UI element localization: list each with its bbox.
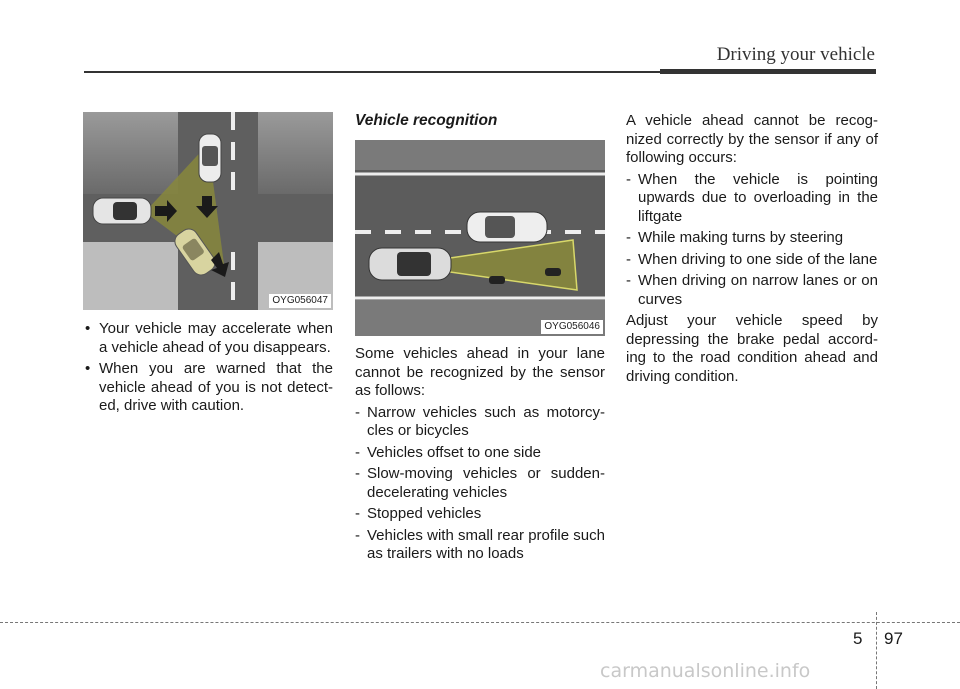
list-item	[355, 404, 605, 441]
figure-code: OYG056046	[541, 320, 603, 334]
list-text: Stopped vehicles	[367, 505, 482, 522]
list-text: When driving to one side of the lane	[638, 250, 878, 268]
dash-icon: -	[626, 250, 631, 268]
dash-icon: -	[355, 505, 360, 522]
column-1	[83, 112, 333, 419]
list-text: Slow-moving vehicles or sudden-decelerating vehicles	[367, 465, 605, 501]
list-item	[355, 505, 605, 524]
list-item	[355, 527, 605, 564]
footer-rule	[0, 622, 960, 623]
list-item	[626, 272, 878, 309]
list-text: When driving on narrow lanes or on curves	[638, 272, 878, 308]
list-text: Narrow vehicles such as motorcy-cles or bicycles	[367, 403, 605, 439]
figure-code: OYG056047	[269, 294, 331, 308]
column-3	[626, 112, 878, 389]
dash-icon: -	[355, 403, 360, 421]
page-number: 97	[884, 629, 903, 648]
lane-illustration	[355, 140, 605, 336]
bullet-icon: •	[85, 320, 91, 337]
lane-figure	[355, 140, 605, 336]
dash-icon: -	[355, 465, 360, 482]
list-text: Vehicles offset to one side	[367, 443, 542, 461]
list-item	[83, 320, 333, 357]
list-item	[355, 444, 605, 463]
paragraph: Some vehicles ahead in your lane cannot be recognized by the sensor as follows:	[355, 345, 605, 399]
list-item	[626, 251, 878, 270]
dash-icon: -	[355, 526, 360, 544]
list-text: When the vehicle is pointing upwards due to overloading in the liftgate	[638, 170, 878, 225]
chapter-number: 5	[853, 629, 863, 648]
paragraph: Adjust your vehicle speed by depressing the brake pedal accord-ing to the road condition ahead and driving condition.	[626, 312, 878, 385]
dash-icon: -	[355, 443, 360, 461]
footer-divider	[876, 612, 877, 689]
bullet-text: When you are warned that the vehicle ahead of you is not detect-ed, drive with caution.	[99, 360, 333, 414]
header-rule	[84, 71, 660, 73]
column-2	[355, 112, 605, 567]
list-item	[626, 171, 878, 227]
list-text: Vehicles with small rear profile such as trailers with no loads	[367, 526, 605, 562]
dash-icon: -	[626, 229, 631, 246]
list-item	[355, 465, 605, 502]
dash-icon: -	[626, 170, 631, 188]
bullet-icon: •	[85, 360, 91, 377]
list-item	[626, 229, 878, 248]
list-text: While making turns by steering	[638, 229, 844, 246]
watermark: carmanualsonline.info	[600, 660, 811, 682]
dash-icon: -	[626, 272, 631, 289]
list-item	[83, 360, 333, 416]
paragraph: A vehicle ahead cannot be recog-nized correctly by the sensor if any of following occurs:	[626, 112, 878, 166]
section-heading: Vehicle recognition	[355, 112, 498, 129]
header-rule-accent	[660, 69, 876, 74]
bullet-text: Your vehicle may accelerate when a vehicle ahead of you disappears.	[99, 320, 333, 356]
intersection-illustration	[83, 112, 333, 310]
intersection-figure	[83, 112, 333, 310]
page-section-title: Driving your vehicle	[716, 44, 875, 65]
